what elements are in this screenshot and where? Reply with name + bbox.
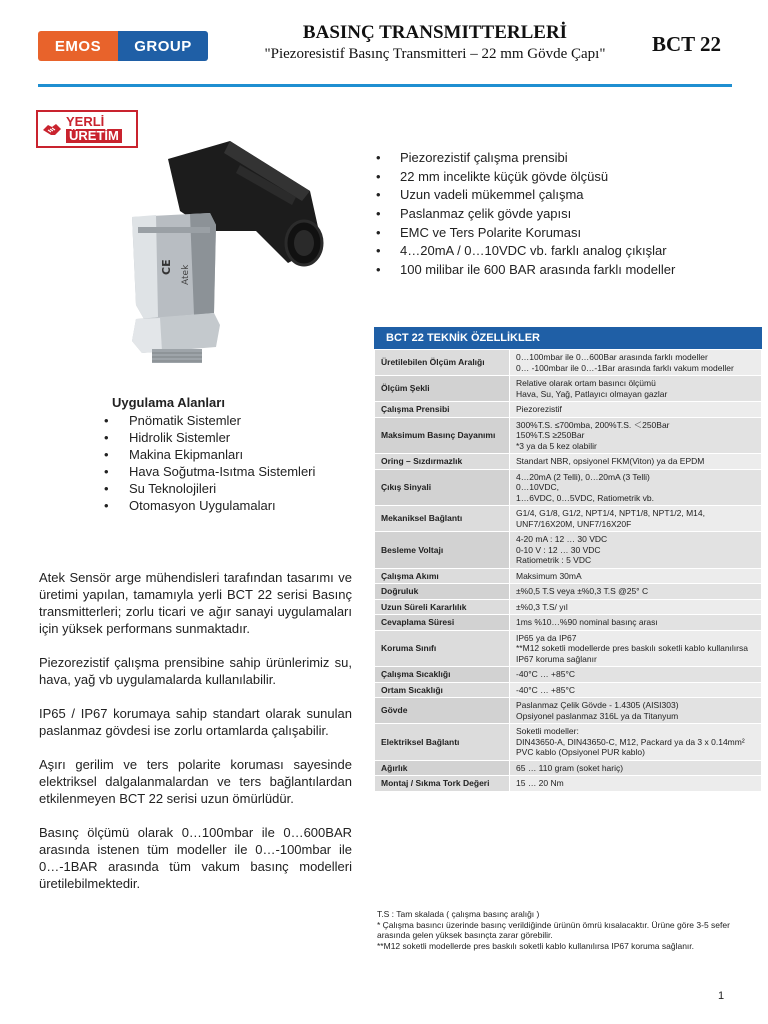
- spec-value: Piezorezistif: [510, 402, 762, 418]
- spec-value: 0…100mbar ile 0…600Bar arasında farklı modeller 0… -100mbar ile 0…-1Bar arasında farklı vakum modeller: [510, 350, 762, 376]
- spec-value: 300%T.S. ≤700mba, 200%T.S. ＜250Bar 150%T.S ≥250Bar *3 ya da 5 kez olabilir: [510, 417, 762, 454]
- svg-text:Atek: Atek: [181, 264, 191, 285]
- feature-item: • 100 milibar ile 600 BAR arasında farklı modeller: [374, 260, 754, 279]
- spec-label: Üretilebilen Ölçüm Aralığı: [375, 350, 510, 376]
- page-header: [0, 0, 768, 90]
- badge-line-1: YERLİ: [66, 114, 105, 129]
- spec-value: ±%0,3 T.S/ yıl: [510, 599, 762, 615]
- spec-label: Montaj / Sıkma Tork Değeri: [375, 776, 510, 792]
- feature-item: • 22 mm incelikte küçük gövde ölçüsü: [374, 167, 754, 186]
- description-paragraph: Piezorezistif çalışma prensibine sahip ürünlerimiz su, hava, yağ vb uygulamalarda kullanılabilir.: [39, 655, 352, 687]
- spec-row: [375, 667, 762, 683]
- application-item: • Hava Soğutma-Isıtma Sistemleri: [100, 463, 340, 480]
- application-item: • Su Teknolojileri: [100, 480, 340, 497]
- spec-label: Gövde: [375, 698, 510, 724]
- spec-row: [375, 599, 762, 615]
- spec-row: [375, 776, 762, 792]
- pressure-transmitter-photo: [60, 135, 340, 365]
- footnote: * Çalışma basıncı üzerinde basınç verildiğinde ürünün ömrü kısalacaktır. Ürüne göre 3-5 sefer arasında gelen yüksek basınçta zarar görebilir.: [377, 919, 730, 940]
- spec-row: [375, 506, 762, 532]
- description-paragraph: Basınç ölçümü olarak 0…100mbar ile 0…600BAR arasında istenen tüm modeller ile 0…-100mbar ile 0…-1BAR arasında tüm vakum basınç modelleri üretilebilmektedir.: [39, 825, 352, 891]
- description-text: [39, 569, 352, 909]
- spec-value: IP65 ya da IP67 **M12 soketli modellerde pres baskılı soketli kablo kullanılırsa IP67 koruma sağlanır: [510, 630, 762, 667]
- spec-row: [375, 532, 762, 569]
- spec-label: Çalışma Sıcaklığı: [375, 667, 510, 683]
- spec-value: -40°C … +85°C: [510, 682, 762, 698]
- spec-value: 4…20mA (2 Telli), 0…20mA (3 Telli) 0…10VDC, 1…6VDC, 0…5VDC, Ratiometrik vb.: [510, 469, 762, 506]
- footnote: **M12 soketli modellerde pres baskılı soketli kablo kullanılırsa IP67 koruma sağlanır.: [377, 940, 695, 951]
- spec-value: Maksimum 30mA: [510, 568, 762, 584]
- spec-row: [375, 402, 762, 418]
- spec-value: Relative olarak ortam basıncı ölçümü Hava, Su, Yağ, Patlayıcı olmayan gazlar: [510, 376, 762, 402]
- spec-value: Paslanmaz Çelik Gövde - 1.4305 (AISI303) Opsiyonel paslanmaz 316L ya da Titanyum: [510, 698, 762, 724]
- spec-label: Çıkış Sinyali: [375, 469, 510, 506]
- spec-label: Maksimum Basınç Dayanımı: [375, 417, 510, 454]
- spec-value: -40°C … +85°C: [510, 667, 762, 683]
- spec-row: [375, 350, 762, 376]
- spec-value: G1/4, G1/8, G1/2, NPT1/4, NPT1/8, NPT1/2, M14, UNF7/16X20M, UNF7/16X20F: [510, 506, 762, 532]
- spec-label: Çalışma Akımı: [375, 568, 510, 584]
- feature-item: • Uzun vadeli mükemmel çalışma: [374, 185, 754, 204]
- spec-label: Çalışma Prensibi: [375, 402, 510, 418]
- spec-row: [375, 469, 762, 506]
- application-item: • Makina Ekipmanları: [100, 446, 340, 463]
- spec-value: ±%0,5 T.S veya ±%0,3 T.S @25° C: [510, 584, 762, 600]
- application-areas: [100, 395, 340, 514]
- spec-row: [375, 568, 762, 584]
- emos-group-logo: [38, 31, 208, 61]
- spec-row: [375, 698, 762, 724]
- spec-label: Mekaniksel Bağlantı: [375, 506, 510, 532]
- application-item: • Otomasyon Uygulamaları: [100, 497, 340, 514]
- spec-row: [375, 630, 762, 667]
- spec-row: [375, 376, 762, 402]
- spec-label: Ağırlık: [375, 760, 510, 776]
- logo-left-text: EMOS: [38, 31, 118, 61]
- spec-row: [375, 584, 762, 600]
- footnote: T.S : Tam skalada ( çalışma basınç aralığı ): [377, 909, 540, 919]
- spec-value: 15 … 20 Nm: [510, 776, 762, 792]
- spec-row: [375, 760, 762, 776]
- feature-item: • Paslanmaz çelik gövde yapısı: [374, 204, 754, 223]
- technical-specs-table: [374, 327, 762, 792]
- spec-label: Koruma Sınıfı: [375, 630, 510, 667]
- spec-label: Doğruluk: [375, 584, 510, 600]
- feature-item: • Piezorezistif çalışma prensibi: [374, 148, 754, 167]
- spec-row: [375, 724, 762, 761]
- spec-row: [375, 417, 762, 454]
- spec-row: [375, 615, 762, 631]
- header-divider: [38, 84, 732, 87]
- footnotes: [377, 909, 762, 951]
- feature-list: [374, 148, 754, 279]
- description-paragraph: Atek Sensör arge mühendisleri tarafından tasarımı ve üretimi yapılan, tamamıyla yerli BCT 22 serisi Basınç transmitterleri; zorlu ticari ve ağır sanayi uygulamaları için yüksek performans sunmaktadır.: [39, 570, 352, 636]
- spec-table-title: BCT 22 TEKNİK ÖZELLİKLER: [374, 327, 762, 349]
- logo-right-text: GROUP: [118, 31, 208, 61]
- spec-label: Elektriksel Bağlantı: [375, 724, 510, 761]
- product-code: BCT 22: [652, 32, 722, 56]
- spec-value: 1ms %10…%90 nominal basınç arası: [510, 615, 762, 631]
- spec-label: Besleme Voltajı: [375, 532, 510, 569]
- spec-value: 65 … 110 gram (soket hariç): [510, 760, 762, 776]
- feature-item: • EMC ve Ters Polarite Koruması: [374, 223, 754, 242]
- page-subtitle: "Piezoresistif Basınç Transmitteri – 22 mm Gövde Çapı": [264, 46, 606, 62]
- spec-label: Uzun Süreli Kararlılık: [375, 599, 510, 615]
- description-paragraph: Aşırı gerilim ve ters polarite koruması sayesinde elektriksel dalgalanmalardan ve ters bağlantılardan etkilenmeyen BCT 22 serisi uzun ömürlüdür.: [39, 757, 352, 806]
- svg-text:CE: CE: [160, 259, 173, 275]
- spec-label: Ortam Sıcaklığı: [375, 682, 510, 698]
- feature-item: • 4…20mA / 0…10VDC vb. farklı analog çıkışlar: [374, 241, 754, 260]
- spec-value: Soketli modeller: DIN43650-A, DIN43650-C, M12, Packard ya da 3 x 0.14mm² PVC kablo (Opsiyonel PUR kablo): [510, 724, 762, 761]
- spec-label: Oring – Sızdırmazlık: [375, 454, 510, 470]
- application-item: • Pnömatik Sistemler: [100, 412, 340, 429]
- page-title: BASINÇ TRANSMITTERLERİ: [302, 22, 568, 43]
- spec-label: Cevaplama Süresi: [375, 615, 510, 631]
- spec-row: [375, 682, 762, 698]
- description-paragraph: IP65 / IP67 korumaya sahip standart olarak sunulan paslanmaz gövdesi ise zorlu ortamlarda çalışabilir.: [39, 706, 352, 738]
- spec-label: Ölçüm Şekli: [375, 376, 510, 402]
- spec-value: Standart NBR, opsiyonel FKM(Viton) ya da EPDM: [510, 454, 762, 470]
- application-areas-title: Uygulama Alanları: [112, 395, 225, 410]
- application-item: • Hidrolik Sistemler: [100, 429, 340, 446]
- page-number: 1: [718, 990, 725, 1002]
- badge-line-2: ÜRETİM: [66, 129, 122, 143]
- spec-value: 4-20 mA : 12 … 30 VDC 0-10 V : 12 … 30 VDC Ratiometrik : 5 VDC: [510, 532, 762, 569]
- spec-row: [375, 454, 762, 470]
